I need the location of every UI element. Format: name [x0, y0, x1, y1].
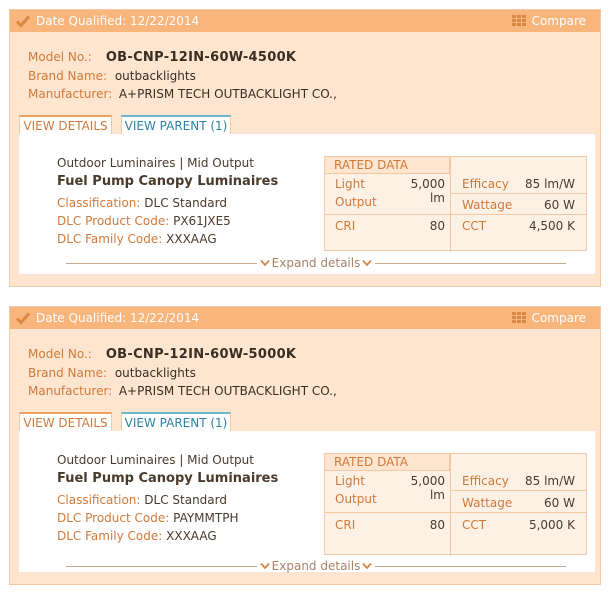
brand-label: Brand Name:: [28, 69, 108, 83]
details-panel: [19, 134, 595, 274]
chevron-down-icon: [260, 259, 270, 267]
model-row: [28, 50, 296, 65]
brand-name: outbacklights: [114, 366, 196, 380]
tab-view-parent[interactable]: VIEW PARENT (1): [121, 412, 231, 431]
family-code-value: XXXAAG: [166, 232, 217, 246]
brand-label: Brand Name:: [28, 366, 108, 380]
cct-value: 5,000 K: [528, 518, 575, 532]
brand-row: [28, 366, 196, 380]
wattage-value: 60 W: [544, 198, 575, 212]
light-output-label-1: Light: [335, 474, 365, 488]
rated-data-box: [324, 453, 587, 555]
date-qualified: Date Qualified: 12/22/2014: [36, 311, 200, 325]
classification-label: Classification:: [57, 196, 141, 210]
family-code-row: [57, 529, 217, 543]
light-output-value: 5,000 lm: [410, 177, 445, 205]
product-code-value: PX61JXE5: [173, 214, 231, 228]
chevron-down-icon: [362, 259, 372, 267]
classification-row: [57, 196, 227, 210]
cri-label: CRI: [335, 219, 356, 233]
cct-label: CCT: [462, 219, 487, 233]
compare-label: Compare: [531, 14, 586, 28]
product-card: [9, 9, 601, 287]
brand-row: [28, 69, 196, 83]
manufacturer-label: Manufacturer:: [28, 384, 113, 398]
wattage-label: Wattage: [462, 496, 513, 510]
wattage-value: 60 W: [544, 496, 575, 510]
tab-view-details[interactable]: VIEW DETAILS: [19, 412, 112, 431]
light-output-value: 5,000 lm: [410, 474, 445, 502]
efficacy-value: 85 lm/W: [524, 474, 575, 488]
chevron-down-icon: [362, 562, 372, 570]
rated-data-title: RATED DATA: [324, 453, 450, 471]
cri-value: 80: [429, 518, 445, 532]
checkmark-icon: [15, 310, 31, 326]
rated-data-title: RATED DATA: [324, 156, 450, 174]
product-code-label: DLC Product Code:: [57, 214, 170, 228]
expand-details-button[interactable]: [257, 559, 376, 573]
manufacturer-row: [28, 87, 337, 101]
chevron-down-icon: [260, 562, 270, 570]
efficacy-label: Efficacy: [462, 177, 509, 191]
expand-details-button[interactable]: [257, 256, 376, 270]
tab-view-details[interactable]: VIEW DETAILS: [19, 115, 112, 134]
family-code-label: DLC Family Code:: [57, 529, 163, 543]
product-card: [9, 306, 601, 585]
product-code-value: PAYMMTPH: [173, 511, 239, 525]
category: Outdoor Luminaires | Mid Output: [57, 156, 254, 170]
light-output-label-2: Output: [335, 492, 377, 506]
grid-icon: [512, 15, 526, 27]
classification-row: [57, 493, 227, 507]
manufacturer-name: A+PRISM TECH OUTBACKLIGHT CO.,: [118, 87, 337, 101]
light-output-label-2: Output: [335, 195, 377, 209]
product-code-row: [57, 511, 238, 525]
product-code-row: [57, 214, 231, 228]
product-code-label: DLC Product Code:: [57, 511, 170, 525]
light-output-label-1: Light: [335, 177, 365, 191]
cct-label: CCT: [462, 518, 487, 532]
tab-view-parent[interactable]: VIEW PARENT (1): [121, 115, 231, 134]
model-label: Model No.:: [28, 50, 92, 64]
grid-icon: [512, 312, 526, 324]
efficacy-label: Efficacy: [462, 474, 509, 488]
date-qualified: Date Qualified: 12/22/2014: [36, 14, 200, 28]
manufacturer-name: A+PRISM TECH OUTBACKLIGHT CO.,: [118, 384, 337, 398]
expand-details: [66, 559, 566, 573]
expand-details: [66, 256, 566, 270]
classification-value: DLC Standard: [144, 493, 227, 507]
classification-value: DLC Standard: [144, 196, 227, 210]
expand-details-label: Expand details: [271, 256, 361, 270]
compare-label: Compare: [531, 311, 586, 325]
model-number: OB-CNP-12IN-60W-5000K: [105, 347, 297, 362]
cct-value: 4,500 K: [528, 219, 575, 233]
product-name: Fuel Pump Canopy Luminaires: [57, 471, 279, 486]
rated-data-box: [324, 156, 587, 251]
cri-label: CRI: [335, 518, 356, 532]
manufacturer-label: Manufacturer:: [28, 87, 113, 101]
details-panel: [19, 431, 595, 572]
card-header: [10, 10, 600, 32]
brand-name: outbacklights: [114, 69, 196, 83]
checkmark-icon: [15, 13, 31, 29]
wattage-label: Wattage: [462, 198, 513, 212]
product-name: Fuel Pump Canopy Luminaires: [57, 174, 279, 189]
category: Outdoor Luminaires | Mid Output: [57, 453, 254, 467]
model-number: OB-CNP-12IN-60W-4500K: [105, 50, 297, 65]
classification-label: Classification:: [57, 493, 141, 507]
card-header: [10, 307, 600, 329]
expand-details-label: Expand details: [271, 559, 361, 573]
compare-button[interactable]: [512, 311, 586, 325]
family-code-value: XXXAAG: [166, 529, 217, 543]
model-label: Model No.:: [28, 347, 92, 361]
family-code-label: DLC Family Code:: [57, 232, 163, 246]
family-code-row: [57, 232, 217, 246]
cri-value: 80: [429, 219, 445, 233]
model-row: [28, 347, 296, 362]
efficacy-value: 85 lm/W: [524, 177, 575, 191]
compare-button[interactable]: [512, 14, 586, 28]
manufacturer-row: [28, 384, 337, 398]
